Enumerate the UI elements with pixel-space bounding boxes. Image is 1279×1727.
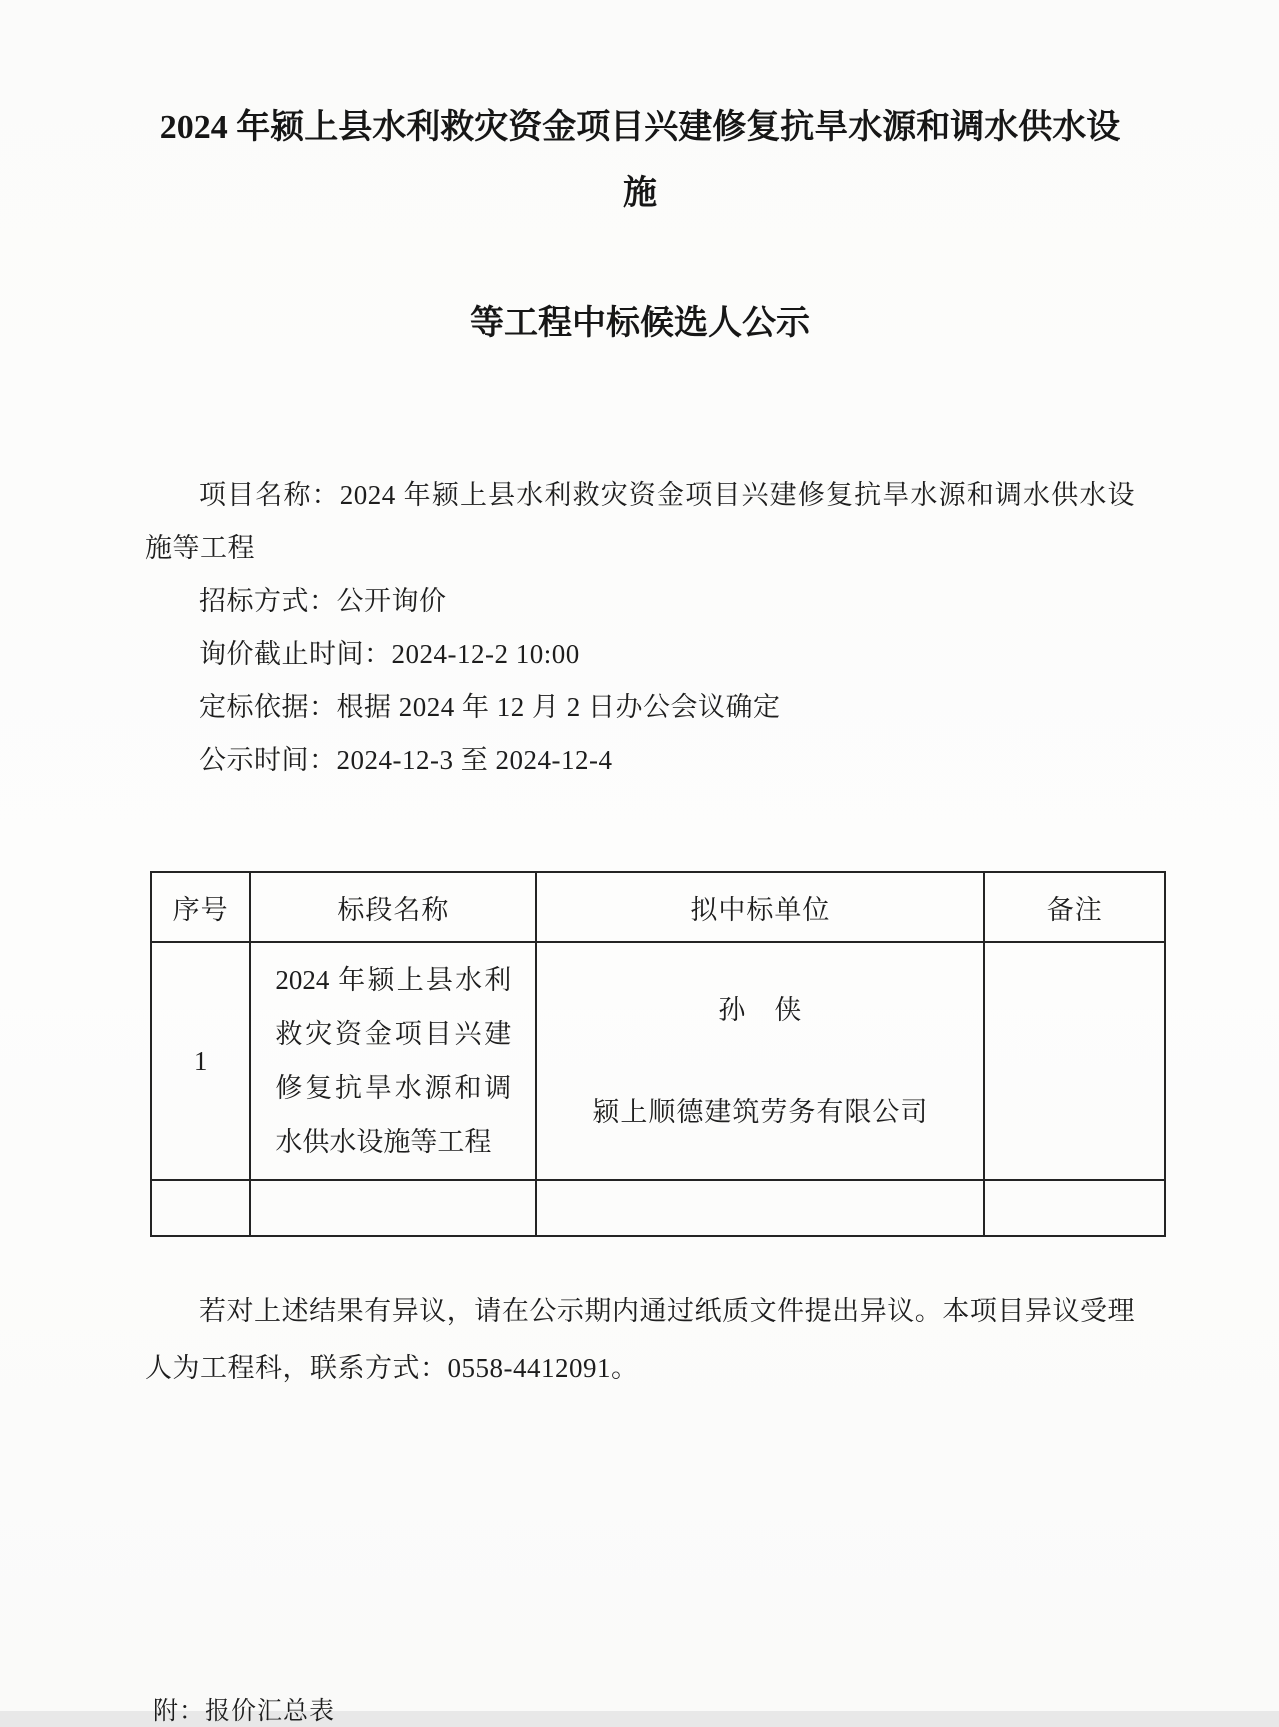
bidding-method-line: 招标方式：公开询价 (199, 586, 447, 616)
winner-person: 孙 侠 (718, 995, 803, 1025)
winner-company: 颍上顺德建筑劳务有限公司 (592, 1097, 929, 1127)
inquiry-deadline-line: 询价截止时间：2024-12-2 10:00 (199, 639, 580, 669)
table-header-row (151, 872, 1165, 942)
winner-wrap (537, 943, 983, 1179)
cell-winner (536, 942, 984, 1180)
table-row-empty (151, 1180, 1165, 1236)
cell-sequence-no: 1 (151, 942, 250, 1180)
cell-section-name: 2024 年颍上县水利救灾资金项目兴建修复抗旱水源和调水供水设施等工程 (250, 942, 536, 1180)
attachment-note: 附：报价汇总表 (153, 1698, 336, 1725)
bid-result-table (150, 871, 1166, 1237)
document-title-line2: 等工程中标候选人公示 (470, 305, 810, 342)
document-title (145, 95, 1135, 357)
table-row (151, 942, 1165, 1180)
table-header-winner: 拟中标单位 (536, 872, 984, 942)
award-basis-line: 定标依据：根据 2024 年 12 月 2 日办公会议确定 (199, 692, 781, 722)
document-meta-block (145, 469, 1135, 787)
objection-paragraph: 若对上述结果有异议，请在公示期内通过纸质文件提出异议。本项目异议受理人为工程科，联系方式：0558-4412091。 (145, 1296, 1135, 1383)
cell-remark (984, 1180, 1165, 1236)
project-name-paragraph: 项目名称：2024 年颍上县水利救灾资金项目兴建修复抗旱水源和调水供水设施等工程 (145, 480, 1135, 563)
cell-section-name (250, 1180, 536, 1236)
table-header-remark: 备注 (984, 872, 1165, 942)
table-header-section: 标段名称 (250, 872, 536, 942)
table-header-no: 序号 (151, 872, 250, 942)
document-title-line1: 2024 年颍上县水利救灾资金项目兴建修复抗旱水源和调水供水设施 (159, 109, 1121, 212)
cell-sequence-no (151, 1180, 250, 1236)
publicity-period-line: 公示时间：2024-12-3 至 2024-12-4 (199, 745, 613, 775)
cell-winner (536, 1180, 984, 1236)
cell-remark (984, 942, 1165, 1180)
